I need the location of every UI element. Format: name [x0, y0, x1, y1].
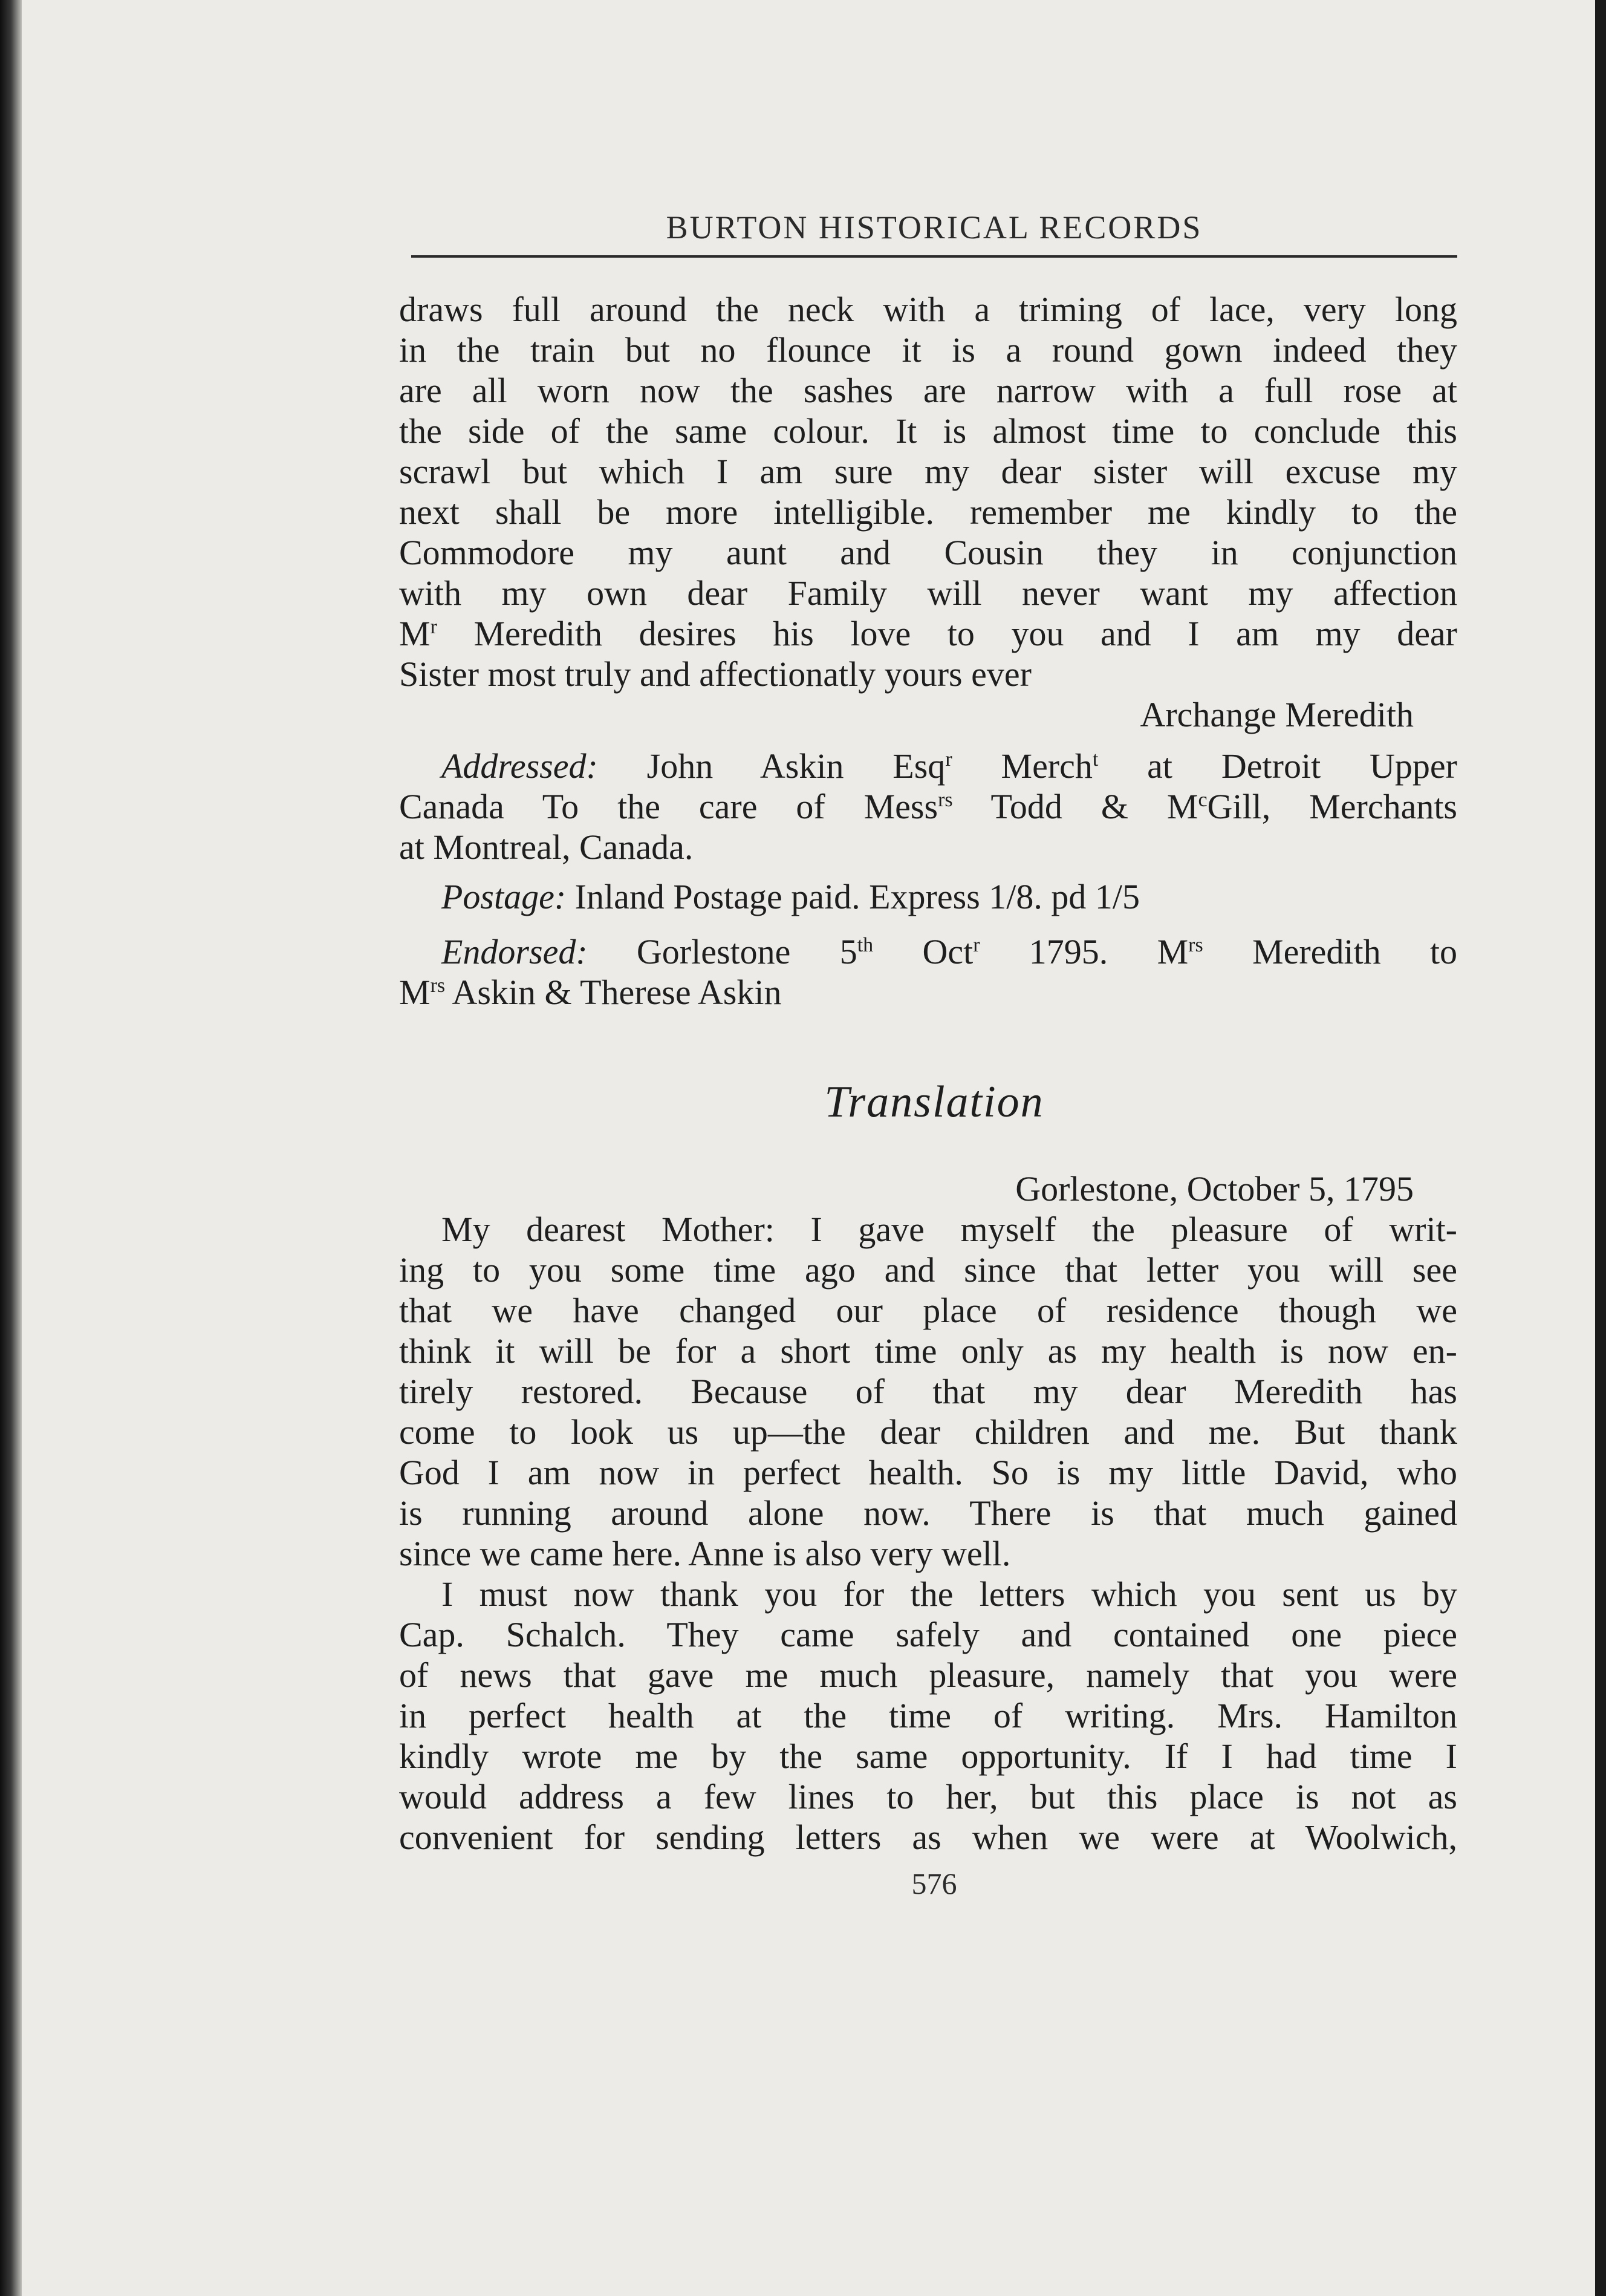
text-line: would address a few lines to her, but this place is not as — [399, 1777, 1457, 1816]
text-line: are all worn now the sashes are narrow with a full rose at — [399, 371, 1457, 410]
text-line: in the train but no flounce it is a round gown indeed they — [399, 330, 1457, 370]
text-line: come to look us up—the dear children and me. But thank — [399, 1412, 1457, 1452]
endorsed-label: Endorsed: — [441, 932, 588, 971]
text-line: is running around alone now. There is that much gained — [399, 1493, 1457, 1533]
text-line: scrawl but which I am sure my dear sister will excuse my — [399, 452, 1457, 491]
dateline: Gorlestone, October 5, 1795 — [1015, 1169, 1414, 1208]
section-title: Translation — [824, 1077, 1044, 1127]
text-line: draws full around the neck with a triming of lace, very long — [399, 290, 1457, 329]
text-line: Cap. Schalch. They came safely and contained one piece — [399, 1615, 1457, 1654]
text-line: $M^r$ Meredith desires his love to you and I am my dear — [399, 614, 1457, 653]
running-head: BURTON HISTORICAL RECORDS — [666, 209, 1203, 246]
text-line: ing to you some time ago and since that letter you will see — [399, 1250, 1457, 1290]
postage-note — [399, 876, 1457, 917]
text-line: think it will be for a short time only as my health is now en- — [399, 1331, 1457, 1371]
text-line: that we have changed our place of residence though we — [399, 1291, 1457, 1330]
letter-text-block — [399, 289, 1457, 735]
addressed-note — [399, 746, 1457, 867]
signature: Archange Meredith — [1140, 695, 1414, 734]
text-line: Commodore my aunt and Cousin they in conjunction — [399, 533, 1457, 572]
text-line: in perfect health at the time of writing. Mrs. Hamilton — [399, 1696, 1457, 1735]
endorsed-note — [399, 931, 1457, 1013]
text-line: since we came here. Anne is also very well. — [399, 1534, 1011, 1573]
text-line: Endorsed: Gorlestone 5th Oct$^r$ 1795. $M^{rs}$ Meredith to — [441, 932, 1457, 971]
text-line: convenient for sending letters as when we were at Woolwich, — [399, 1818, 1457, 1857]
text-line: Canada To the care of Mess$^{rs}$ Todd & $M^cGill$, Merchants — [399, 787, 1458, 826]
text-line: Sister most truly and affectionatly yours ever — [399, 654, 1032, 694]
page-number: 576 — [911, 1867, 957, 1900]
text-line: $M^{rs}$ Askin & Therese Askin — [399, 973, 782, 1012]
translation-block — [399, 1169, 1457, 1857]
text-line: Addressed: John Askin Esq$^r$ Merch$^t$ at Detroit Upper — [441, 746, 1457, 786]
page-shadow — [0, 0, 24, 2296]
text-line: next shall be more intelligible. remember me kindly to the — [399, 492, 1457, 532]
text-line: the side of the same colour. It is almost time to conclude this — [399, 411, 1457, 451]
addressed-label: Addressed: — [441, 746, 598, 786]
header-rule — [411, 255, 1457, 258]
text-line: My dearest Mother: I gave myself the pleasure of writ- — [441, 1210, 1457, 1249]
text-line: God I am now in perfect health. So is my little David, who — [399, 1453, 1457, 1492]
text-line: with my own dear Family will never want my affection — [399, 573, 1457, 613]
text-line: at Montreal, Canada. — [399, 827, 694, 867]
text-line: Postage: Inland Postage paid. Express 1/8. pd 1/5 — [441, 877, 1140, 916]
text-line: I must now thank you for the letters which you sent us by — [441, 1574, 1457, 1614]
text-line: of news that gave me much pleasure, namely that you were — [399, 1655, 1457, 1695]
postage-label: Postage: — [441, 877, 567, 916]
text-line: kindly wrote me by the same opportunity. If I had time I — [399, 1737, 1457, 1776]
text-line: tirely restored. Because of that my dear Meredith has — [399, 1372, 1457, 1411]
